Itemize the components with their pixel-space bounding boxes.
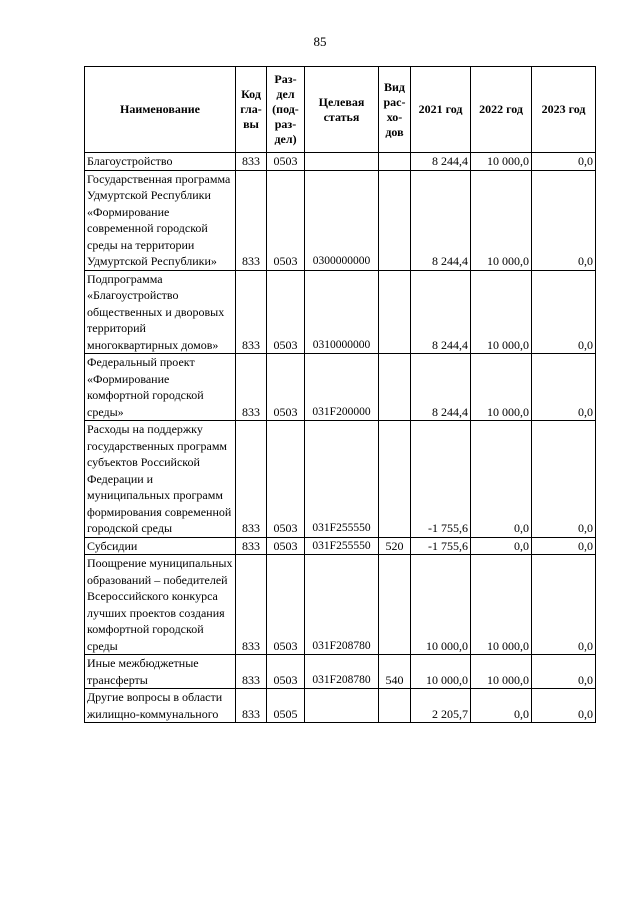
- table-row: [85, 270, 596, 354]
- row-2021: 8 244,4: [411, 170, 471, 270]
- table-row: [85, 421, 596, 538]
- row-target: 031F255550: [305, 537, 379, 555]
- row-target: 031F255550: [305, 421, 379, 538]
- row-2023: 0,0: [532, 270, 596, 354]
- row-2022: 10 000,0: [471, 170, 532, 270]
- row-section: 0503: [267, 421, 305, 538]
- row-expense: [379, 170, 411, 270]
- row-section: 0503: [267, 655, 305, 689]
- row-2022: 10 000,0: [471, 655, 532, 689]
- row-name: Подпрограмма «Благоустройство общественных и дворовых территорий многоквартирных домов»: [85, 270, 236, 354]
- header-target: Целевая статья: [305, 67, 379, 153]
- row-2021: 10 000,0: [411, 655, 471, 689]
- row-2023: 0,0: [532, 153, 596, 171]
- row-name: Поощрение муниципальных образований – победителей Всероссийского конкурса лучших проектов создания комфортной городской среды: [85, 555, 236, 655]
- row-name: Государственная программа Удмуртской Республики «Формирование современной городской среды на территории Удмуртской Республики»: [85, 170, 236, 270]
- row-section: 0503: [267, 270, 305, 354]
- row-2021: -1 755,6: [411, 537, 471, 555]
- header-expense: Вид рас-хо-дов: [379, 67, 411, 153]
- row-section: 0505: [267, 689, 305, 723]
- row-expense: 540: [379, 655, 411, 689]
- row-2021: -1 755,6: [411, 421, 471, 538]
- table-row: [85, 153, 596, 171]
- row-expense: [379, 689, 411, 723]
- row-2023: 0,0: [532, 555, 596, 655]
- row-section: 0503: [267, 555, 305, 655]
- header-2021: 2021 год: [411, 67, 471, 153]
- table-row: [85, 170, 596, 270]
- row-expense: [379, 354, 411, 421]
- row-2023: 0,0: [532, 655, 596, 689]
- row-expense: [379, 421, 411, 538]
- row-expense: [379, 270, 411, 354]
- table-row: [85, 354, 596, 421]
- row-target: 031F208780: [305, 555, 379, 655]
- row-target: 031F208780: [305, 655, 379, 689]
- row-code: 833: [236, 555, 267, 655]
- row-2023: 0,0: [532, 421, 596, 538]
- header-code: Код гла-вы: [236, 67, 267, 153]
- row-2021: 2 205,7: [411, 689, 471, 723]
- row-section: 0503: [267, 153, 305, 171]
- page-number: 85: [313, 34, 327, 49]
- row-2022: 0,0: [471, 689, 532, 723]
- header-name: Наименование: [85, 67, 236, 153]
- row-target: 031F200000: [305, 354, 379, 421]
- table-row: [85, 655, 596, 689]
- row-code: 833: [236, 537, 267, 555]
- table-row: [85, 537, 596, 555]
- row-expense: 520: [379, 537, 411, 555]
- row-code: 833: [236, 421, 267, 538]
- table-row: [85, 555, 596, 655]
- budget-table: [84, 66, 596, 723]
- row-2023: 0,0: [532, 170, 596, 270]
- row-2023: 0,0: [532, 537, 596, 555]
- row-code: 833: [236, 270, 267, 354]
- row-name: Расходы на поддержку государственных программ субъектов Российской Федерации и муниципальных программ формирования современной городской среды: [85, 421, 236, 538]
- row-2022: 0,0: [471, 537, 532, 555]
- row-section: 0503: [267, 170, 305, 270]
- row-name: Субсидии: [85, 537, 236, 555]
- row-2023: 0,0: [532, 689, 596, 723]
- row-section: 0503: [267, 537, 305, 555]
- header-section: Раз-дел (под-раз-дел): [267, 67, 305, 153]
- row-section: 0503: [267, 354, 305, 421]
- row-code: 833: [236, 153, 267, 171]
- row-2021: 8 244,4: [411, 153, 471, 171]
- row-name: Иные межбюджетные трансферты: [85, 655, 236, 689]
- row-2021: 8 244,4: [411, 270, 471, 354]
- row-code: 833: [236, 655, 267, 689]
- header-row: [85, 67, 596, 153]
- row-2022: 10 000,0: [471, 270, 532, 354]
- row-2021: 8 244,4: [411, 354, 471, 421]
- row-code: 833: [236, 170, 267, 270]
- row-target: [305, 153, 379, 171]
- row-2022: 0,0: [471, 421, 532, 538]
- row-name: Федеральный проект «Формирование комфортной городской среды»: [85, 354, 236, 421]
- header-2022: 2022 год: [471, 67, 532, 153]
- row-expense: [379, 153, 411, 171]
- row-code: 833: [236, 354, 267, 421]
- row-2022: 10 000,0: [471, 153, 532, 171]
- row-2021: 10 000,0: [411, 555, 471, 655]
- row-target: [305, 689, 379, 723]
- row-target: 0310000000: [305, 270, 379, 354]
- row-expense: [379, 555, 411, 655]
- row-2022: 10 000,0: [471, 555, 532, 655]
- row-target: 0300000000: [305, 170, 379, 270]
- row-name: Другие вопросы в области жилищно-коммунального: [85, 689, 236, 723]
- row-2022: 10 000,0: [471, 354, 532, 421]
- header-2023: 2023 год: [532, 67, 596, 153]
- row-2023: 0,0: [532, 354, 596, 421]
- table-row: [85, 689, 596, 723]
- row-name: Благоустройство: [85, 153, 236, 171]
- row-code: 833: [236, 689, 267, 723]
